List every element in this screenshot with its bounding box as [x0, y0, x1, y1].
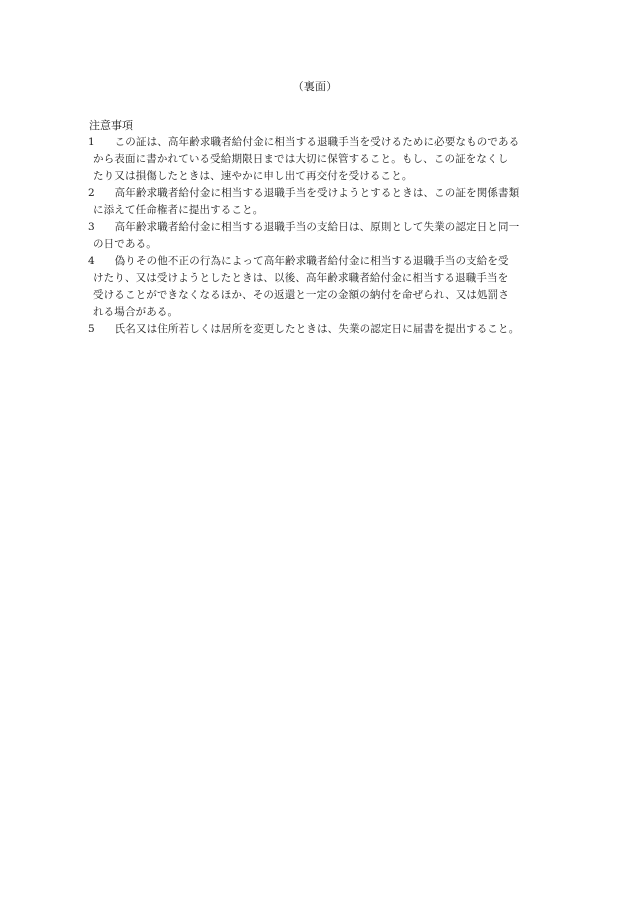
- notes-section: [88, 117, 560, 338]
- page-title: （裏面）: [292, 80, 338, 93]
- note-text: [93, 253, 560, 321]
- note-line: この証は、高年齢求職者給付金に相当する退職手当を受けるために必要なものである: [104, 136, 520, 148]
- note-line: の日である。: [93, 238, 157, 250]
- note-line: けたり、又は受けようとしたときは、以後、高年齢求職者給付金に相当する退職手当を: [93, 272, 509, 284]
- note-item-5: [88, 321, 560, 338]
- notes-heading: 注意事項: [89, 119, 133, 132]
- note-line: に添えて任命権者に提出すること。: [93, 204, 264, 216]
- note-item-2: [88, 185, 560, 219]
- note-line: たり又は損傷したときは、速やかに申し出て再交付を受けること。: [93, 170, 413, 182]
- note-item-4: [88, 253, 560, 321]
- note-text: [93, 185, 560, 219]
- note-line: から表面に書かれている受給期限日までは大切に保管すること。もし、この証をなくし: [93, 153, 509, 165]
- note-number: 5: [88, 323, 95, 335]
- note-number: 1: [88, 136, 95, 148]
- note-line: 受けることができなくなるほか、その返還と一定の金額の納付を命ぜられ、又は処罰さ: [93, 289, 509, 301]
- note-text: [93, 134, 560, 185]
- note-number: 2: [88, 187, 95, 199]
- note-number: 3: [88, 221, 95, 233]
- note-item-1: [88, 134, 560, 185]
- note-line: 高年齢求職者給付金に相当する退職手当の支給日は、原則として失業の認定日と同一: [104, 221, 520, 233]
- note-line: 偽りその他不正の行為によって高年齢求職者給付金に相当する退職手当の支給を受: [104, 255, 509, 267]
- note-number: 4: [88, 255, 95, 267]
- note-text: [105, 321, 560, 338]
- note-line: れる場合がある。: [93, 306, 179, 318]
- note-line: 高年齢求職者給付金に相当する退職手当を受けようとするときは、この証を関係書類: [104, 187, 520, 199]
- note-line: 氏名又は住所若しくは居所を変更したときは、失業の認定日に届書を提出すること。: [104, 323, 520, 335]
- note-item-3: [88, 219, 560, 253]
- note-text: [93, 219, 560, 253]
